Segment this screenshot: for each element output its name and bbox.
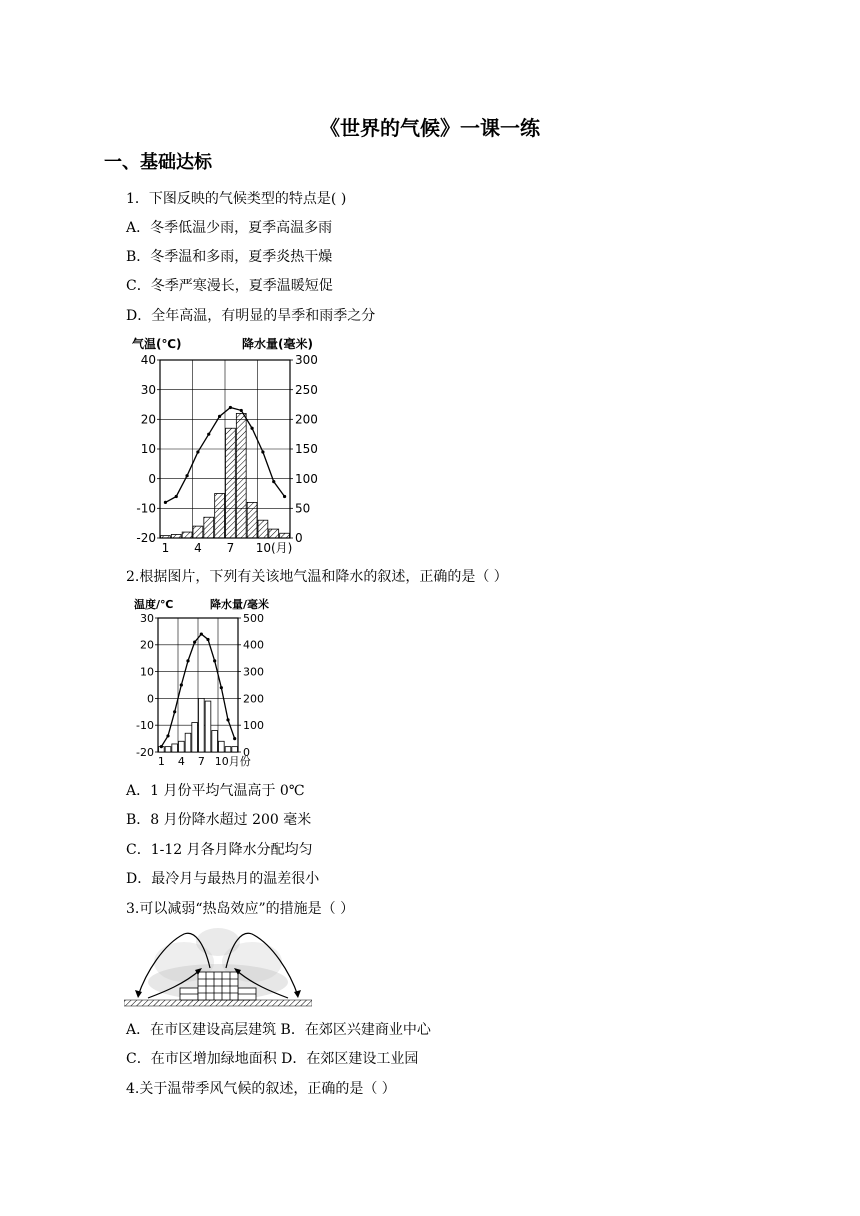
c1-precip-bar [161, 536, 171, 538]
chart1-temp-tick: 40 [140, 353, 156, 368]
c2-temp-point [220, 686, 223, 689]
c2-temp-point [206, 638, 209, 641]
question-2-option-a: A．1 月份平均气温高于 0℃ [126, 783, 305, 799]
question-1-option-c: C．冬季严寒漫长，夏季温暖短促 [126, 278, 333, 294]
c2-temp-point [160, 745, 163, 748]
c2-temp-point [173, 710, 176, 713]
c1-precip-bar [236, 413, 246, 538]
chart2-temp-tick: 0 [147, 692, 154, 706]
chart1-temp-tick: 0 [148, 471, 156, 486]
c1-temp-point [272, 480, 275, 483]
question-2-option-c: C．1-12 月各月降水分配均匀 [126, 842, 313, 858]
c2-temp-point [193, 641, 196, 644]
chart2-temp-tick: 10 [140, 665, 154, 679]
question-1-option-a: A．冬季低温少雨，夏季高温多雨 [126, 220, 333, 236]
c2-temp-point [186, 659, 189, 662]
chart2-precip-tick: 100 [243, 719, 264, 733]
question-4-stem: 4.关于温带季风气候的叙述，正确的是（ ） [126, 1081, 396, 1097]
chart1-temp-tick: -10 [136, 501, 156, 516]
c2-precip-bar [225, 747, 231, 752]
chart1-month-tick: 1 [161, 541, 170, 555]
c2-precip-bar [219, 741, 225, 752]
chart2-precip-tick: 400 [243, 638, 264, 652]
chart2-month-tick: 10月份 [214, 755, 251, 768]
question-1-stem: 1．下图反映的气候类型的特点是( ) [126, 191, 347, 207]
page-title: 《世界的气候》一课一练 [320, 116, 540, 140]
chart2-month-tick: 7 [197, 755, 205, 768]
c1-precip-bar [226, 428, 236, 538]
heat-island-diagram [124, 922, 312, 1012]
c2-precip-bar [232, 747, 238, 752]
question-1-option-d: D．全年高温，有明显的旱季和雨季之分 [126, 308, 376, 324]
chart1-precip-tick: 150 [295, 442, 318, 457]
c2-temp-point [200, 632, 203, 635]
c2-temp-point [226, 718, 229, 721]
ground-line [124, 1000, 312, 1006]
chart2-precip-tick: 0 [243, 745, 250, 759]
c2-precip-bar [172, 744, 178, 752]
c1-precip-bar [204, 517, 214, 538]
c1-temp-point [250, 427, 253, 430]
chart1-temp-axis-label: 气温(℃) [132, 337, 182, 351]
c2-precip-bar [165, 747, 171, 752]
c2-precip-bar [212, 731, 218, 752]
c1-temp-point [196, 450, 199, 453]
chart2-temp-tick: -10 [136, 719, 154, 733]
chart1-temp-tick: 20 [140, 412, 156, 427]
chart1-precip-tick: 50 [295, 501, 311, 516]
c2-precip-bar [205, 701, 211, 752]
chart2-precip-tick: 300 [243, 665, 264, 679]
c1-precip-bar [280, 533, 290, 538]
question-2-stem: 2.根据图片，下列有关该地气温和降水的叙述，正确的是（ ） [126, 569, 508, 585]
c2-temp-point [233, 737, 236, 740]
c1-precip-bar [247, 502, 257, 538]
c1-temp-point [240, 409, 243, 412]
c2-precip-bar [179, 741, 185, 752]
c1-temp-point [283, 495, 286, 498]
chart2-precip-tick: 500 [243, 611, 264, 625]
c1-temp-point [175, 495, 178, 498]
c1-temp-point [185, 474, 188, 477]
chart1-precip-tick: 100 [295, 471, 318, 486]
c2-precip-bar [192, 723, 198, 752]
question-2-option-b: B．8 月份降水超过 200 毫米 [126, 812, 312, 828]
c1-temp-point [207, 433, 210, 436]
c1-precip-bar [258, 520, 268, 538]
question-2-option-d: D．最冷月与最热月的温差很小 [126, 871, 320, 887]
chart2-temp-tick: 30 [140, 611, 154, 625]
chart2-month-tick: 1 [157, 755, 165, 768]
c1-precip-bar [171, 534, 181, 538]
question-1-option-b: B．冬季温和多雨，夏季炎热干燥 [126, 249, 333, 265]
c1-temp-point [218, 415, 221, 418]
c2-temp-point [180, 683, 183, 686]
chart2-precip-tick: 200 [243, 692, 264, 706]
climate-chart-1 [122, 334, 332, 562]
chart1-temp-tick: -20 [136, 531, 156, 546]
chart1-temp-tick: 30 [140, 382, 156, 397]
c1-temp-point [261, 450, 264, 453]
chart1-precip-tick: 0 [295, 531, 303, 546]
chart1-temp-tick: 10 [140, 442, 156, 457]
c1-precip-bar [182, 532, 192, 538]
c2-temp-point [213, 659, 216, 662]
chart1-precip-axis-label: 降水量(毫米) [242, 337, 313, 351]
chart1-month-tick: 4 [194, 541, 202, 555]
question-3-options-row-2: C．在市区增加绿地面积 D．在郊区建设工业园 [126, 1051, 419, 1067]
c1-precip-bar [193, 526, 203, 538]
chart2-temp-axis-label: 温度/℃ [134, 598, 174, 611]
c1-temp-point [229, 406, 232, 409]
chart1-precip-tick: 200 [295, 412, 318, 427]
question-3-options-row-1: A．在市区建设高层建筑 B．在郊区兴建商业中心 [126, 1022, 431, 1038]
c2-temp-point [166, 734, 169, 737]
section-heading: 一、基础达标 [104, 152, 212, 173]
chart2-temp-tick: 20 [140, 638, 154, 652]
chart1-precip-tick: 300 [295, 353, 318, 368]
c1-precip-bar [269, 529, 279, 538]
chart1-month-tick: 7 [226, 541, 235, 555]
question-3-stem: 3.可以减弱“热岛效应”的措施是（ ） [126, 901, 355, 917]
c1-precip-bar [215, 494, 225, 539]
chart1-precip-tick: 250 [295, 382, 318, 397]
chart2-temp-tick: -20 [136, 745, 154, 759]
chart1-month-tick: 10(月) [255, 541, 293, 555]
c1-temp-point [164, 501, 167, 504]
chart2-month-tick: 4 [177, 755, 185, 768]
chart2-precip-axis-label: 降水量/毫米 [210, 598, 270, 611]
climate-chart-2 [126, 594, 286, 774]
c2-precip-bar [185, 733, 191, 752]
c2-precip-bar [199, 698, 205, 752]
